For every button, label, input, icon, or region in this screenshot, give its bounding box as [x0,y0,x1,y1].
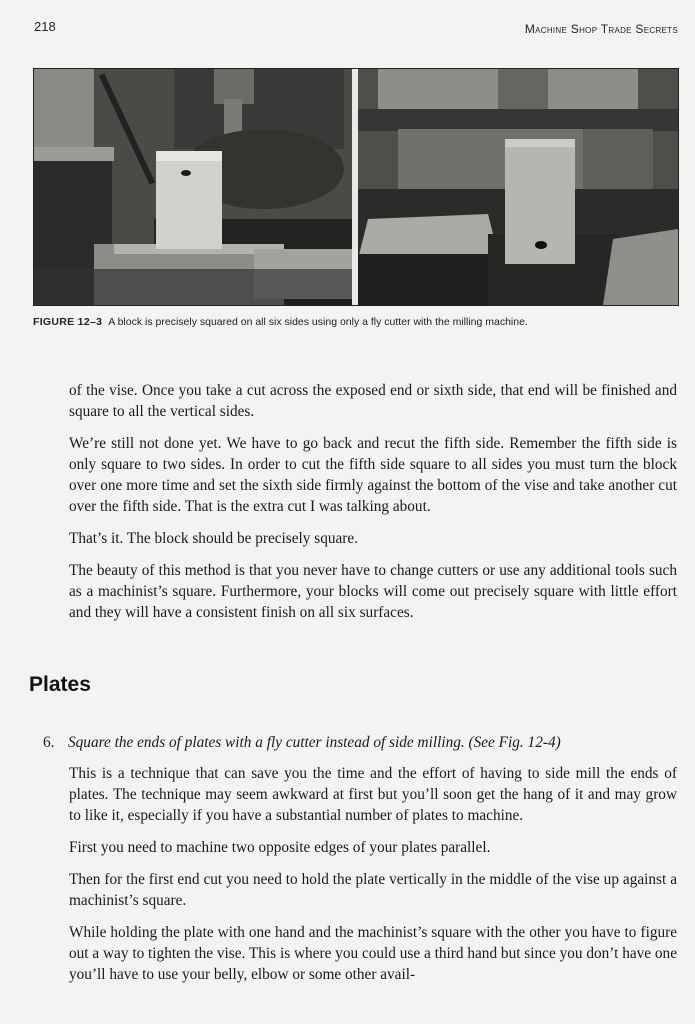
milling-setup-photo-left [34,69,352,305]
paragraph: This is a technique that can save you the time and the effort of having to side mill the ends of plates. The technique may seem awkward at first but you’ll soon get the hang of it and may grow to like it, especially if you have a substantial number of plates to machine. [69,765,677,824]
tip-heading [43,734,683,752]
body-text-top [69,380,677,634]
page-number: 218 [34,19,56,34]
section-heading: Plates [29,673,91,696]
running-head: Machine Shop Trade Secrets [524,22,678,36]
photo-left [34,69,352,305]
tip-number: 6. [43,734,55,751]
paragraph: First you need to machine two opposite edges of your plates parallel. [69,839,491,856]
figure-12-3 [33,68,679,306]
paragraph: That’s it. The block should be precisely square. [69,530,359,547]
milling-setup-photo-right [358,69,678,305]
body-text-bottom [69,763,677,996]
paragraph: While holding the plate with one hand and the machinist’s square with the other you have to figure out a way to tighten the vise. This is where you could use a third hand but since you don’t have one you’ll have to use your belly, elbow or some other avail- [69,924,677,983]
paragraph: Then for the first end cut you need to hold the plate vertically in the middle of the vise up against a machinist’s square. [69,871,677,909]
tip-title: Square the ends of plates with a fly cutter instead of side milling. (See Fig. 12-4) [68,734,561,751]
figure-label: FIGURE 12–3 [33,316,103,328]
paragraph: The beauty of this method is that you never have to change cutters or use any additional tools such as a machinist’s square. Furthermore, your blocks will come out precisely square with little effort and they will have a consistent finish on all six surfaces. [69,562,677,621]
photo-right [358,69,678,305]
paragraph: We’re still not done yet. We have to go back and recut the fifth side. Remember the fifth side is only square to two sides. In order to cut the fifth side square to all sides you must turn the block over one more time and set the sixth side firmly against the bottom of the vise and take another cut over the fifth side. That is the extra cut I was talking about. [69,435,677,515]
figure-caption [33,316,528,328]
paragraph: of the vise. Once you take a cut across the exposed end or sixth side, that end will be finished and square to all the vertical sides. [69,382,677,420]
figure-caption-text: A block is precisely squared on all six sides using only a fly cutter with the milling machine. [108,316,528,328]
